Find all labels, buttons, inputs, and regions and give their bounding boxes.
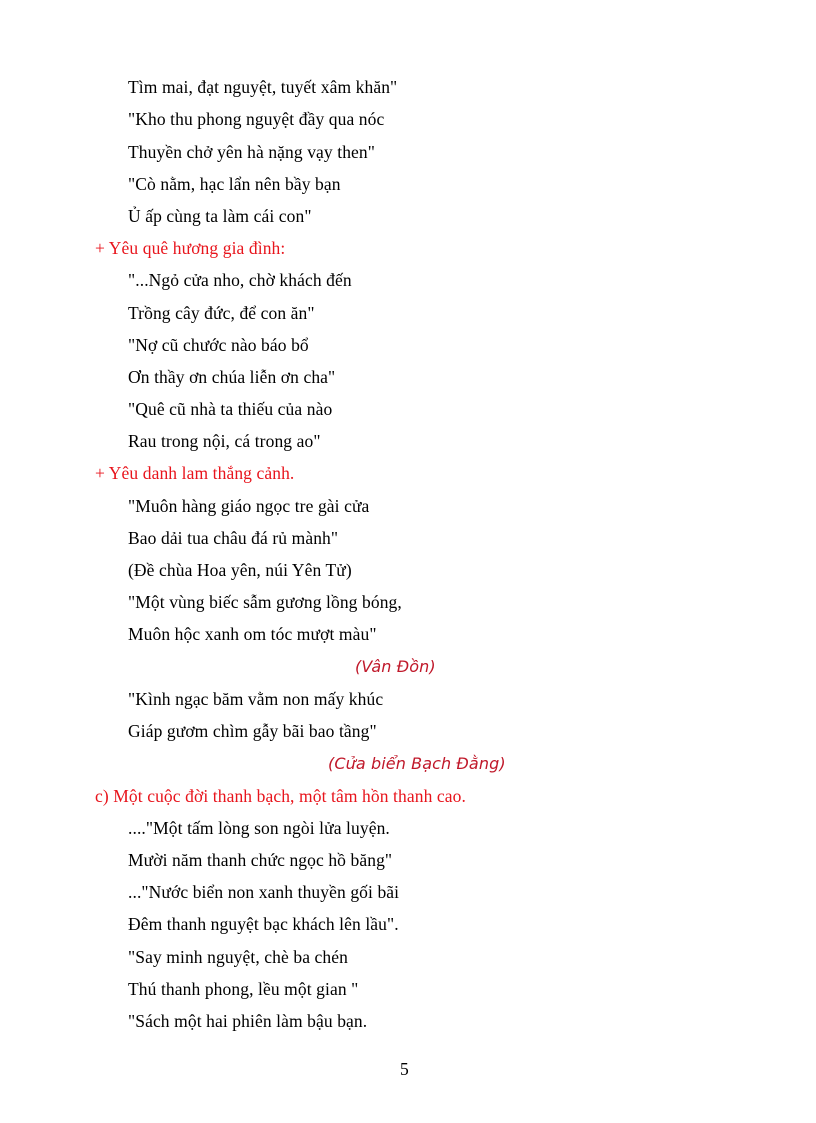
verse-line: ...."Một tấm lòng son ngòi lửa luyện.	[128, 818, 390, 838]
verse-line: Muôn hộc xanh om tóc mượt màu"	[128, 624, 377, 644]
verse-line: "Quê cũ nhà ta thiếu của nào	[128, 399, 333, 419]
verse-line: ..."Nước biển non xanh thuyền gối bãi	[128, 882, 400, 902]
verse-line: Trồng cây đức, để con ăn"	[128, 303, 315, 323]
source-attribution: (Vân Đồn)	[355, 657, 436, 676]
verse-line: "Kho thu phong nguyệt đầy qua nóc	[128, 109, 385, 129]
verse-line: "Say minh nguyệt, chè ba chén	[128, 947, 348, 967]
verse-line: Tìm mai, đạt nguyệt, tuyết xâm khăn"	[128, 77, 398, 97]
section-heading: + Yêu danh lam thắng cảnh.	[95, 463, 295, 483]
verse-line: Ơn thầy ơn chúa liễn ơn cha"	[128, 367, 336, 387]
source-attribution: (Cửa biển Bạch Đằng)	[328, 754, 506, 773]
verse-line: "Sách một hai phiên làm bậu bạn.	[128, 1011, 368, 1031]
verse-line: Đêm thanh nguyệt bạc khách lên lầu".	[128, 914, 399, 934]
verse-line: "Một vùng biếc sẫm gương lồng bóng,	[128, 592, 402, 612]
verse-line: "Nợ cũ chước nào báo bổ	[128, 335, 309, 355]
verse-line: "Muôn hàng giáo ngọc tre gài cửa	[128, 496, 370, 516]
section-heading: c) Một cuộc đời thanh bạch, một tâm hồn thanh cao.	[95, 786, 466, 806]
verse-line: Rau trong nội, cá trong ao"	[128, 431, 321, 451]
verse-line: Mười năm thanh chức ngọc hồ băng"	[128, 850, 393, 870]
verse-line: "Cò nằm, hạc lẩn nên bầy bạn	[128, 174, 341, 194]
verse-line: (Đề chùa Hoa yên, núi Yên Tử)	[128, 560, 352, 580]
section-heading: + Yêu quê hương gia đình:	[95, 238, 286, 258]
verse-line: Thú thanh phong, lều một gian "	[128, 979, 359, 999]
page-number: 5	[400, 1059, 409, 1079]
verse-line: Ủ ấp cùng ta làm cái con"	[128, 206, 312, 226]
verse-line: "...Ngỏ cửa nho, chờ khách đến	[128, 270, 352, 290]
verse-line: Thuyền chở yên hà nặng vạy then"	[128, 142, 376, 162]
verse-line: Giáp gươm chìm gẫy bãi bao tầng"	[128, 721, 377, 741]
verse-line: "Kình ngạc băm vằm non mấy khúc	[128, 689, 384, 709]
verse-line: Bao dải tua châu đá rủ mành"	[128, 528, 339, 548]
